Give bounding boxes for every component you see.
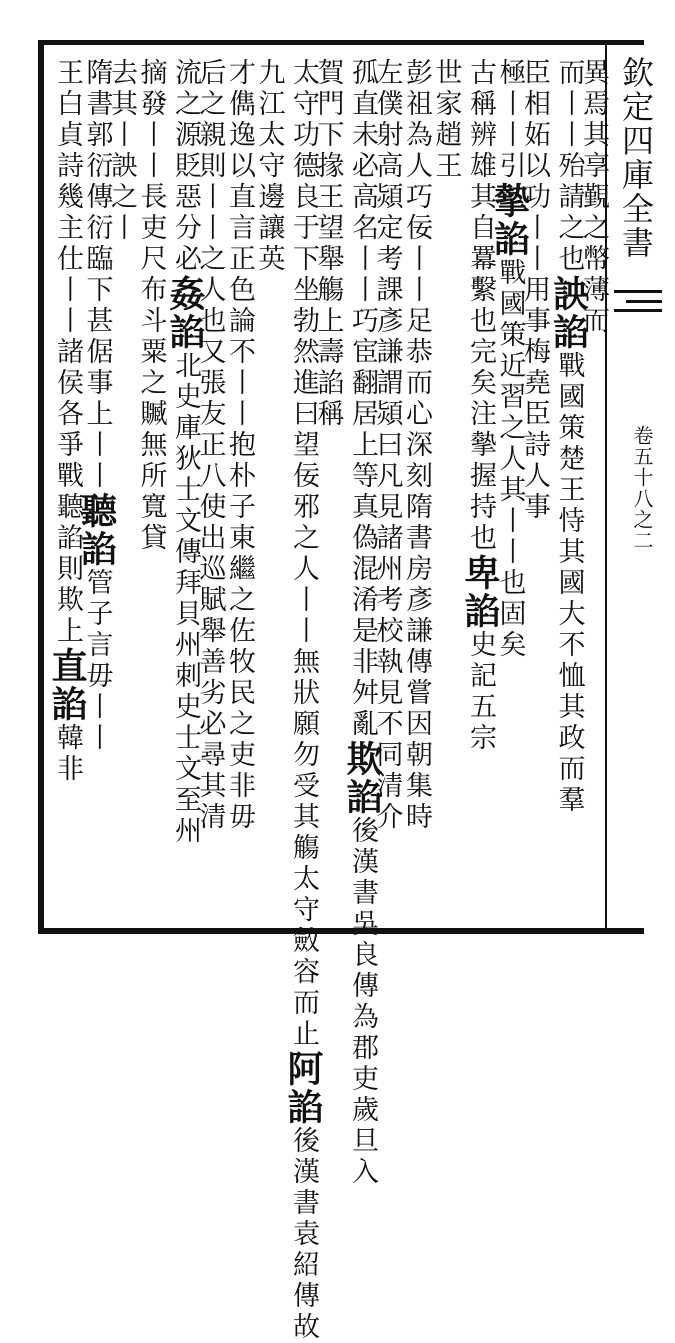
column-text: 后之親則丨丨之人也又張友正八使出巡賦舉善劣必尋其清 — [194, 58, 226, 833]
entry-heading: 欺諂 — [341, 740, 383, 816]
column-text: 韓非 — [52, 723, 83, 785]
text-column — [403, 58, 430, 833]
column-text: 聽諂則欺上 — [52, 492, 83, 647]
column-text: 極丨丨引 — [494, 58, 526, 182]
column-text: 孤直未必高名丨丨巧宦翻居上等真偽混淆是非舛亂 — [347, 58, 378, 740]
text-column — [547, 58, 590, 816]
entry-heading: 姦諂 — [164, 275, 206, 351]
text-column — [282, 58, 324, 1343]
column-text: 史記五宗 — [465, 630, 496, 754]
fishtail-mark-inner — [626, 300, 662, 303]
column-text: 北史庫狄士文傳拜貝州刺史士文至州 — [170, 351, 201, 847]
column-text: 其自羃繫也完矣注摰握持也 — [465, 182, 496, 554]
entry-heading: 摰諂 — [488, 182, 531, 258]
column-text: 戰國策楚王恃其國大不恤其政而羣 — [553, 351, 585, 816]
text-column — [135, 58, 167, 554]
column-text: 太守功德良于下坐勃然進曰望佞邪之人丨丨無狀願勿受其觴太守斂容而止 — [288, 58, 319, 1050]
column-text: 異焉其享覲之幣薄而 — [578, 58, 609, 337]
entry-heading: 阿諂 — [282, 1050, 324, 1126]
column-text: 古稱辨雄 — [465, 58, 496, 182]
column-text: 而丨丨殆請之也 — [553, 58, 585, 275]
column-text: 賀門下掾王望舉觴上壽諂稱 — [312, 58, 344, 430]
text-column — [226, 58, 253, 833]
entry-heading: 直諂 — [46, 647, 88, 723]
text-column — [341, 58, 383, 1188]
column-text: 戰國策近習之人其丨丨也固矣 — [494, 258, 526, 661]
volume-number: 卷五十八之二 — [630, 425, 654, 551]
column-text: 去其丨詇之丨 — [106, 58, 137, 244]
entry-heading: 詇諂 — [547, 275, 590, 351]
column-text: 彭祖為人巧佞丨丨足恭而心深刻隋書房彥謙傳嘗因朝集時 — [401, 58, 432, 833]
text-column — [164, 58, 206, 847]
column-text: 王白貞詩幾主仕丨丨諸侯各爭戰 — [52, 58, 83, 492]
column-text: 後漢書吳良傳為郡吏歲旦入 — [347, 816, 378, 1188]
column-text: 摘發丨丨長吏尺布斗粟之贓無所寬貸 — [135, 58, 167, 554]
entry-heading: 聽諂 — [75, 492, 118, 568]
text-column — [430, 58, 462, 182]
text-column — [459, 58, 501, 754]
column-text: 後漢書袁紹傳故 — [288, 1126, 319, 1343]
column-text: 隋書郭衍傳衍臨下甚倨事上丨丨 — [81, 58, 113, 492]
column-text: 世家趙王 — [430, 58, 462, 182]
column-text: 管子言毋丨丨 — [81, 568, 113, 754]
column-text: 臣相妬以功丨丨用事梅堯臣詩人事 — [519, 58, 550, 523]
column-text: 才儁逸以直言正色論不丨丨抱朴子東繼之佐牧民之吏非毋 — [224, 58, 255, 833]
column-text: 九江太守邊讓英 — [253, 58, 285, 275]
column-text: 流之源貶惡分必 — [170, 58, 201, 275]
text-column — [253, 58, 285, 275]
book-title: 欽定四庫全書 — [617, 56, 655, 260]
entry-heading: 卑諂 — [459, 554, 501, 630]
column-text: 左僕射高熲定考課彥謙謂熲曰凡見諸州考校執見不同清介 — [371, 58, 403, 833]
text-column — [46, 58, 88, 785]
